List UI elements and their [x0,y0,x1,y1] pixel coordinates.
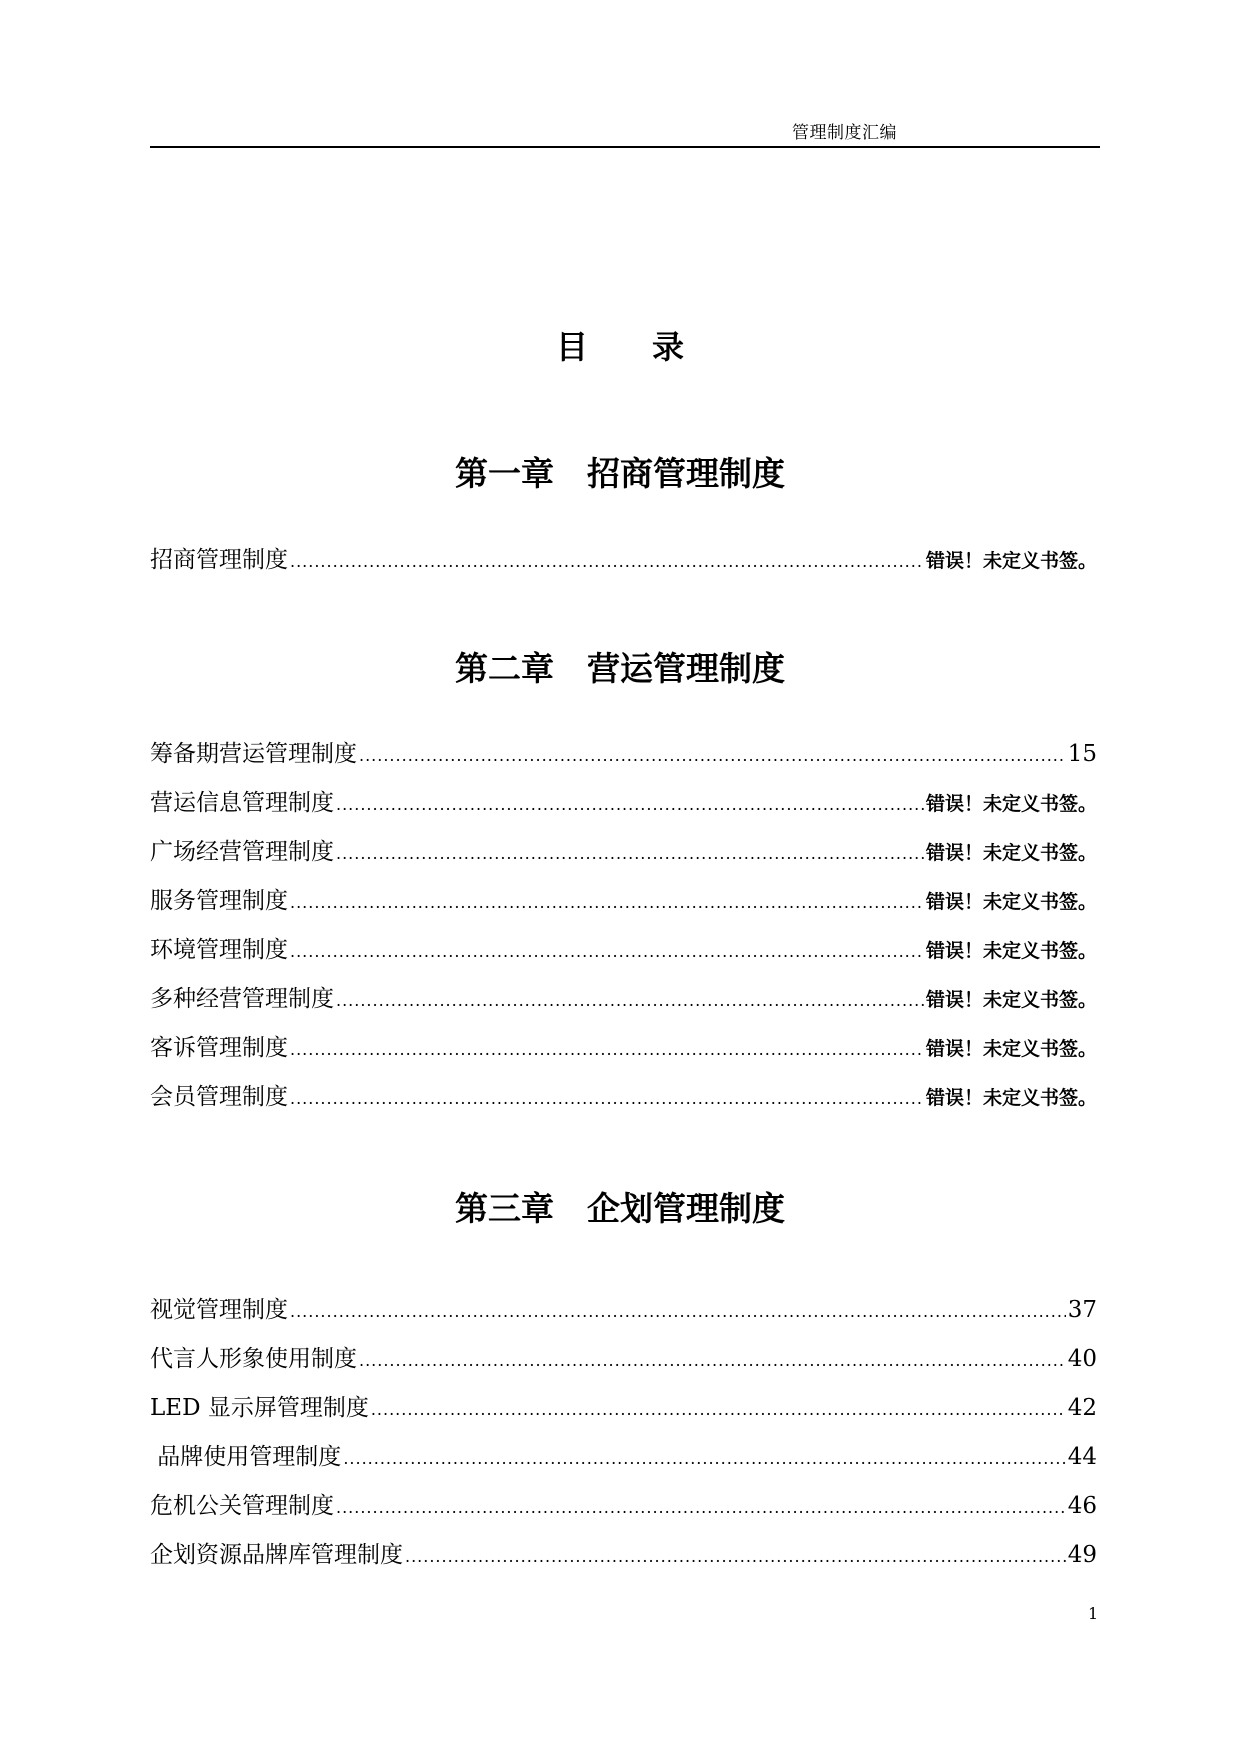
toc-entry[interactable] [150,1438,1097,1472]
toc-entry-label: 视觉管理制度 [150,1297,288,1323]
dot-leader [336,795,924,814]
toc-entry[interactable] [150,1078,1097,1112]
toc-entry-label: 会员管理制度 [150,1084,288,1110]
toc-entry[interactable] [150,1389,1097,1423]
toc-entry-label: LED 显示屏管理制度 [150,1395,369,1421]
toc-entry-label: 品牌使用管理制度 [150,1444,342,1470]
dot-leader [290,1040,924,1059]
page-header [150,116,1100,148]
toc-entry-label: 营运信息管理制度 [150,790,334,816]
toc-entry-page: 37 [1067,1297,1097,1323]
toc-entry-label: 多种经营管理制度 [150,986,334,1012]
dot-leader [359,746,1066,765]
dot-leader [405,1547,1066,1566]
toc-entry[interactable] [150,833,1097,867]
toc-entry-page: 错误！未定义书签。 [925,1087,1097,1109]
toc-entry[interactable] [150,541,1097,575]
toc-entry[interactable] [150,931,1097,965]
toc-entry-page: 40 [1067,1346,1097,1372]
dot-leader [336,844,924,863]
toc-entry-label: 服务管理制度 [150,888,288,914]
toc-title: 目 录 [555,328,684,366]
toc-entry[interactable] [150,1487,1097,1521]
toc-entry-label: 代言人形象使用制度 [150,1346,357,1372]
chapter-heading-2: 第二章 营运管理制度 [455,649,785,688]
toc-entry-label: 广场经营管理制度 [150,839,334,865]
dot-leader [336,991,924,1010]
dot-leader [290,942,924,961]
toc-entry-page: 44 [1067,1444,1097,1470]
dot-leader [359,1351,1066,1370]
toc-entry-page: 错误！未定义书签。 [925,550,1097,572]
dot-leader [336,1498,1066,1517]
chapter-heading-1: 第一章 招商管理制度 [455,454,785,493]
toc-entry-page: 42 [1067,1395,1097,1421]
toc-entry[interactable] [150,735,1097,769]
toc-entry-label: 企划资源品牌库管理制度 [150,1542,403,1568]
toc-entry-page: 错误！未定义书签。 [925,842,1097,864]
toc-entry-page: 错误！未定义书签。 [925,1038,1097,1060]
toc-entry[interactable] [150,980,1097,1014]
toc-entry-label: 危机公关管理制度 [150,1493,334,1519]
toc-entry-label: 客诉管理制度 [150,1035,288,1061]
dot-leader [290,552,924,571]
dot-leader [371,1400,1066,1419]
dot-leader [290,1302,1066,1321]
toc-entry-label: 招商管理制度 [150,547,288,573]
toc-entry[interactable] [150,1291,1097,1325]
toc-entry-page: 错误！未定义书签。 [925,940,1097,962]
toc-entry[interactable] [150,784,1097,818]
toc-entry-label: 环境管理制度 [150,937,288,963]
toc-entry[interactable] [150,1029,1097,1063]
toc-entry[interactable] [150,1340,1097,1374]
toc-entry-page: 49 [1067,1542,1097,1568]
dot-leader [343,1449,1065,1468]
toc-entry-page: 15 [1067,741,1097,767]
dot-leader [290,1089,924,1108]
header-title: 管理制度汇编 [792,123,897,143]
chapter-heading-3: 第三章 企划管理制度 [455,1189,785,1228]
toc-entry-page: 错误！未定义书签。 [925,989,1097,1011]
toc-entry-page: 错误！未定义书签。 [925,793,1097,815]
toc-entry[interactable] [150,882,1097,916]
toc-entry-page: 46 [1067,1493,1097,1519]
dot-leader [290,893,924,912]
toc-entry[interactable] [150,1536,1097,1570]
page-number: 1 [1088,1604,1099,1623]
toc-entry-label: 筹备期营运管理制度 [150,741,357,767]
toc-entry-page: 错误！未定义书签。 [925,891,1097,913]
